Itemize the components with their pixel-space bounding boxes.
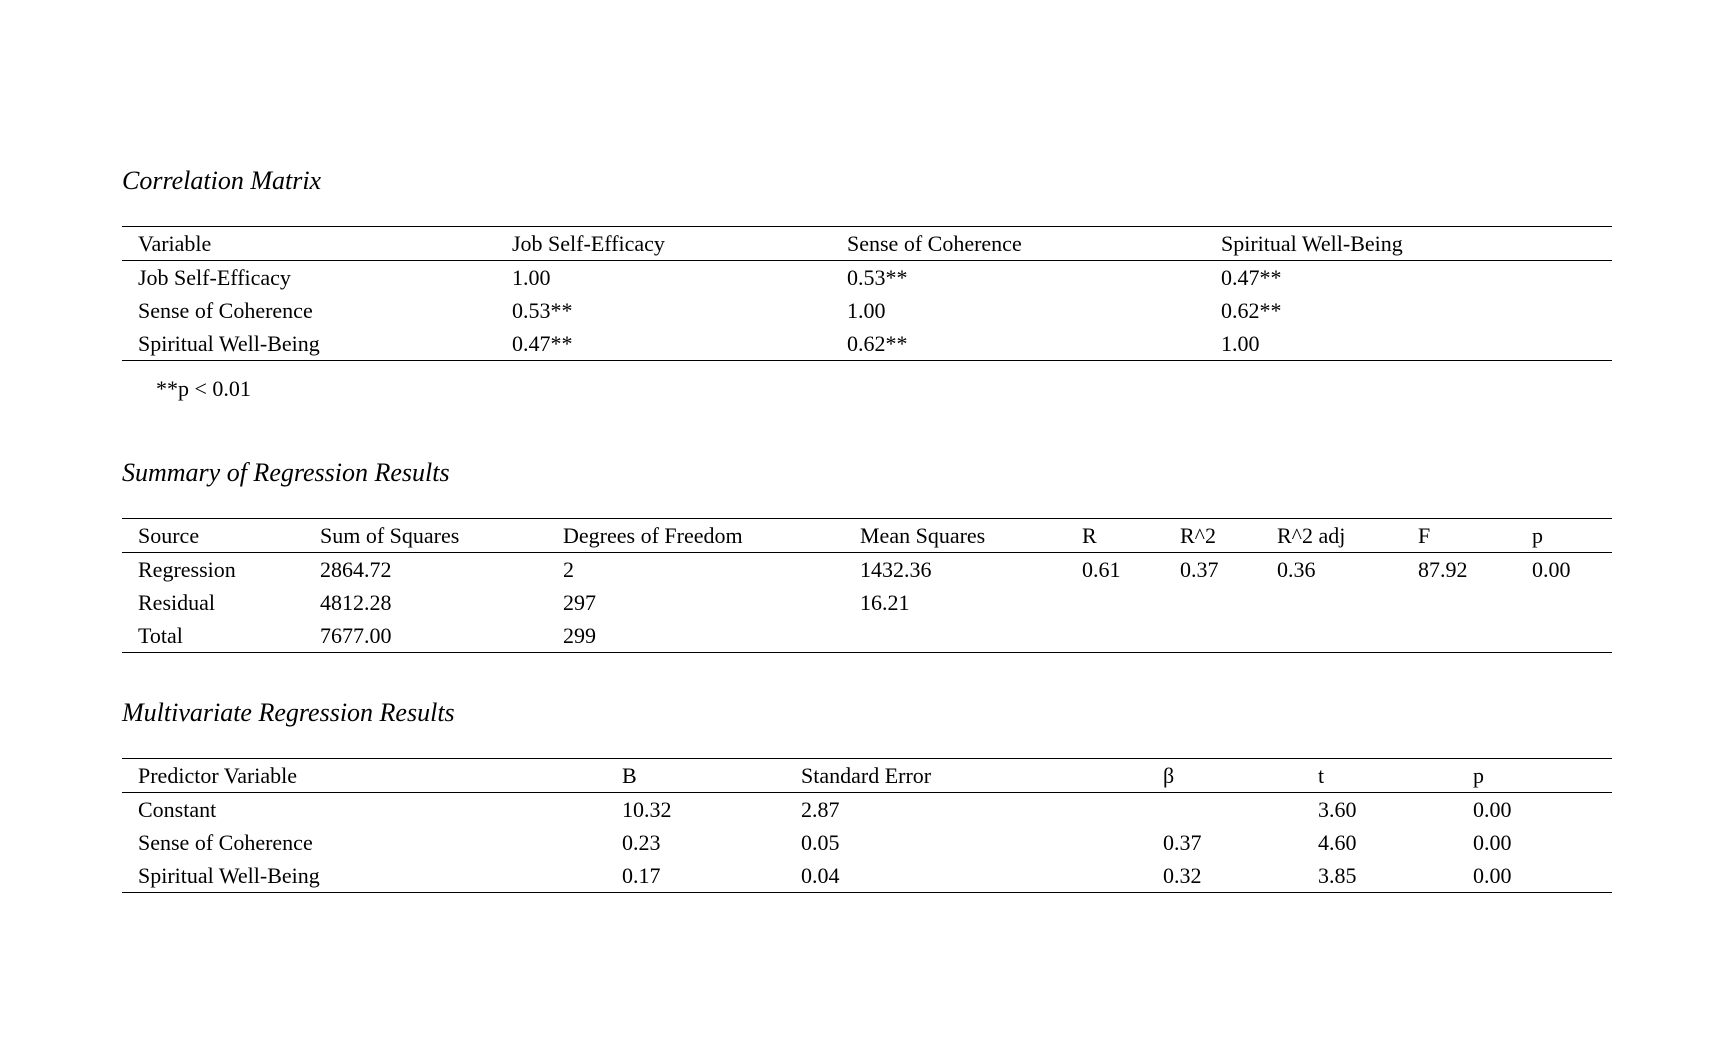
column-header: Variable: [122, 227, 496, 261]
multivariate-regression-caption: Multivariate Regression Results: [122, 698, 455, 727]
table-cell: [1066, 619, 1164, 653]
table-cell: 0.17: [606, 859, 785, 893]
table-cell: 0.00: [1473, 796, 1512, 822]
table-cell: 2864.72: [320, 556, 392, 582]
regression-summary-table: [122, 518, 1612, 653]
column-header: R: [1066, 519, 1164, 553]
column-header: p: [1516, 519, 1612, 553]
significance-note: **p < 0.01: [156, 376, 251, 401]
column-header: B: [606, 759, 785, 793]
column-header: F: [1402, 519, 1516, 553]
table-cell: [844, 619, 1066, 653]
table-cell: 0.37: [1163, 829, 1202, 855]
table-row: [122, 859, 1612, 893]
table-cell: 10.32: [622, 796, 672, 822]
table-cell: [1164, 619, 1261, 653]
table-cell: 0.37: [1180, 556, 1219, 582]
table-cell: 0.32: [1147, 859, 1302, 893]
regression-summary-section: [122, 458, 1612, 658]
column-header: Sense of Coherence: [831, 227, 1205, 261]
table-row: [122, 261, 1612, 295]
column-header: R^2: [1164, 519, 1261, 553]
table-cell: 7677.00: [304, 619, 547, 653]
table-cell: 2: [563, 556, 574, 582]
table-cell: 1.00: [1205, 327, 1612, 361]
table-cell: 0.04: [785, 859, 1147, 893]
table-cell: 3.85: [1302, 859, 1457, 893]
column-header: Mean Squares: [844, 519, 1066, 553]
table-row: [122, 793, 1612, 827]
table-row: [122, 586, 1612, 619]
table-cell: 0.62**: [831, 327, 1205, 361]
table-header-row: [122, 519, 1612, 553]
regression-summary-caption: Summary of Regression Results: [122, 458, 450, 487]
table-cell: Job Self-Efficacy: [138, 264, 291, 290]
column-header: Sum of Squares: [304, 519, 547, 553]
column-header: Predictor Variable: [122, 759, 606, 793]
table-cell: Spiritual Well-Being: [122, 327, 496, 361]
multivariate-regression-section: [122, 698, 1612, 898]
table-row: [122, 294, 1612, 327]
table-row: [122, 826, 1612, 859]
table-cell: 87.92: [1418, 556, 1468, 582]
table-cell: 0.00: [1473, 829, 1512, 855]
table-cell: Sense of Coherence: [138, 297, 313, 323]
table-cell: 0.62**: [1221, 297, 1282, 323]
table-cell: [1516, 586, 1612, 619]
column-header: β: [1147, 759, 1302, 793]
table-cell: 0.47**: [1221, 264, 1282, 290]
table-cell: [1261, 619, 1402, 653]
table-cell: 0.47**: [496, 327, 831, 361]
table-cell: 3.60: [1318, 796, 1357, 822]
table-cell: 1432.36: [860, 556, 932, 582]
table-cell: 4.60: [1318, 829, 1357, 855]
column-header: Source: [122, 519, 304, 553]
table-cell: Sense of Coherence: [138, 829, 313, 855]
table-cell: 0.00: [1457, 859, 1612, 893]
column-header: Spiritual Well-Being: [1205, 227, 1612, 261]
correlation-matrix-table: [122, 226, 1612, 361]
table-row: [122, 619, 1612, 653]
table-cell: [1066, 586, 1164, 619]
column-header: Job Self-Efficacy: [496, 227, 831, 261]
table-cell: 1.00: [847, 297, 886, 323]
table-cell: 0.53**: [847, 264, 908, 290]
table-cell: Residual: [138, 589, 215, 615]
table-cell: 299: [547, 619, 844, 653]
table-cell: [1164, 586, 1261, 619]
table-cell: 297: [563, 589, 596, 615]
table-cell: [1147, 793, 1302, 827]
table-row: [122, 327, 1612, 361]
table-cell: [1516, 619, 1612, 653]
table-cell: 16.21: [860, 589, 910, 615]
table-cell: 0.05: [801, 829, 840, 855]
table-cell: 0.61: [1082, 556, 1121, 582]
table-cell: [1402, 619, 1516, 653]
table-cell: Total: [122, 619, 304, 653]
column-header: Standard Error: [785, 759, 1147, 793]
table-cell: [1261, 586, 1402, 619]
table-row: [122, 553, 1612, 587]
correlation-matrix-caption: Correlation Matrix: [122, 166, 322, 195]
table-cell: 1.00: [512, 264, 551, 290]
table-cell: Constant: [138, 796, 217, 822]
table-cell: [1402, 586, 1516, 619]
column-header: t: [1302, 759, 1457, 793]
table-cell: 0.23: [622, 829, 661, 855]
table-cell: Spiritual Well-Being: [122, 859, 606, 893]
table-header-row: [122, 227, 1612, 261]
column-header: R^2 adj: [1261, 519, 1402, 553]
table-cell: Regression: [138, 556, 236, 582]
table-cell: 4812.28: [320, 589, 392, 615]
multivariate-regression-table: [122, 758, 1612, 893]
table-cell: 0.00: [1532, 556, 1571, 582]
column-header: p: [1457, 759, 1612, 793]
table-cell: 2.87: [801, 796, 840, 822]
table-cell: 0.36: [1277, 556, 1316, 582]
column-header: Degrees of Freedom: [547, 519, 844, 553]
table-header-row: [122, 759, 1612, 793]
correlation-matrix-section: [122, 166, 1612, 416]
table-cell: 0.53**: [512, 297, 573, 323]
